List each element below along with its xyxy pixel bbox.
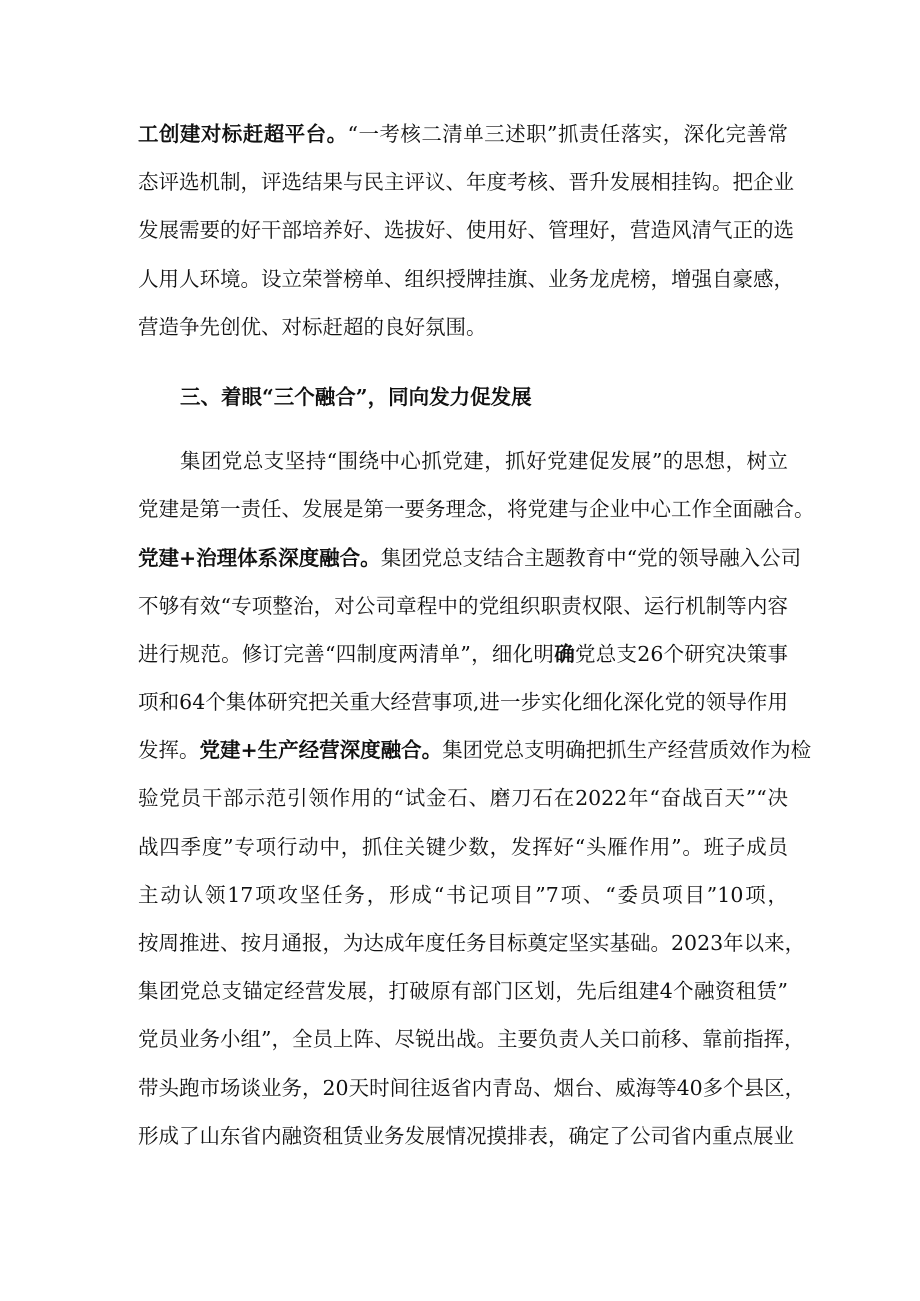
paragraph-line: 党员业务小组”，全员上阵、尽锐出战。主要负责人关口前移、靠前指挥， (138, 1027, 805, 1052)
paragraph-line (138, 726, 812, 774)
line-text: 集团党总支明确把抓生产经营质效作为检 (442, 738, 812, 763)
paragraph-line: 项和64个集体研究把关重大经营事项,进一步实化细化深化党的领导作用 (138, 690, 788, 715)
bold-lead: 党建+治理体系深度融合。 (138, 545, 381, 570)
bold-lead: 工创建对标赶超平台。 (138, 122, 348, 146)
spacer (138, 351, 788, 373)
paragraph-line (138, 534, 802, 582)
paragraph-line: 不够有效“专项整治，对公司章程中的党组织职责权限、运行机制等内容 (138, 593, 788, 618)
paragraph-line (138, 630, 788, 678)
paragraph-2 (138, 437, 815, 1160)
line-text: 党总支26个研究决策事 (574, 641, 789, 666)
paragraph-line: 按周推进、按月通报，为达成年度任务目标奠定坚实基础。2023年以来， (138, 931, 806, 955)
paragraph-line: 党建是第一责任、发展是第一要务理念，将党建与企业中心工作全面融合。 (138, 497, 815, 522)
paragraph-line: 集团党总支坚持“围绕中心抓党建，抓好党建促发展”的思想，树立 (180, 449, 788, 474)
bold-char: 确 (554, 641, 575, 666)
paragraph-line: 营造争先创优、对标赶超的良好氛围。 (138, 314, 487, 339)
line-text: 集团党总支结合主题教育中“党的领导融入公司 (380, 545, 802, 570)
line-text: “一考核二清单三述职”抓责任落实，深化完善常 (347, 122, 788, 146)
line-text: 进行规范。修订完善“四制度两清单”，细化明 (138, 641, 555, 666)
paragraph-line: 带头跑市场谈业务，20天时间往返省内青岛、烟台、威海等40多个县区， (138, 1075, 806, 1100)
paragraph-line: 形成了山东省内融资租赁业务发展情况摸排表，确定了公司省内重点展业 (138, 1123, 794, 1148)
bold-lead: 党建+生产经营深度融合。 (199, 738, 443, 763)
paragraph-line: 主动认领17项攻坚任务，形成“书记项目”7项、“委员项目”10项， (138, 882, 788, 907)
document-page (138, 110, 815, 1160)
section-heading: 三、着眼“三个融合”，同向发力促发展 (180, 384, 532, 409)
paragraph-line (138, 110, 788, 158)
paragraph-line: 集团党总支锚定经营发展，打破原有部门区划，先后组建4个融资租赁” (138, 979, 788, 1004)
paragraph-1 (138, 110, 794, 351)
line-text: 发挥。 (138, 738, 200, 763)
paragraph-line: 人用人环境。设立荣誉榜单、组织授牌挂旗、业务龙虎榜，增强自豪感， (138, 266, 794, 291)
spacer (138, 421, 788, 437)
paragraph-line: 战四季度”专项行动中，抓住关键少数，发挥好“头雁作用”。班子成员 (138, 834, 788, 859)
paragraph-line: 验党员干部示范引领作用的“试金石、磨刀石在2022年“奋战百天”“决 (138, 786, 788, 811)
paragraph-line: 发展需要的好干部培养好、选拔好、使用好、管理好，营造风清气正的选 (138, 218, 794, 243)
paragraph-line: 态评选机制，评选结果与民主评议、年度考核、晋升发展相挂钩。把企业 (138, 170, 794, 195)
